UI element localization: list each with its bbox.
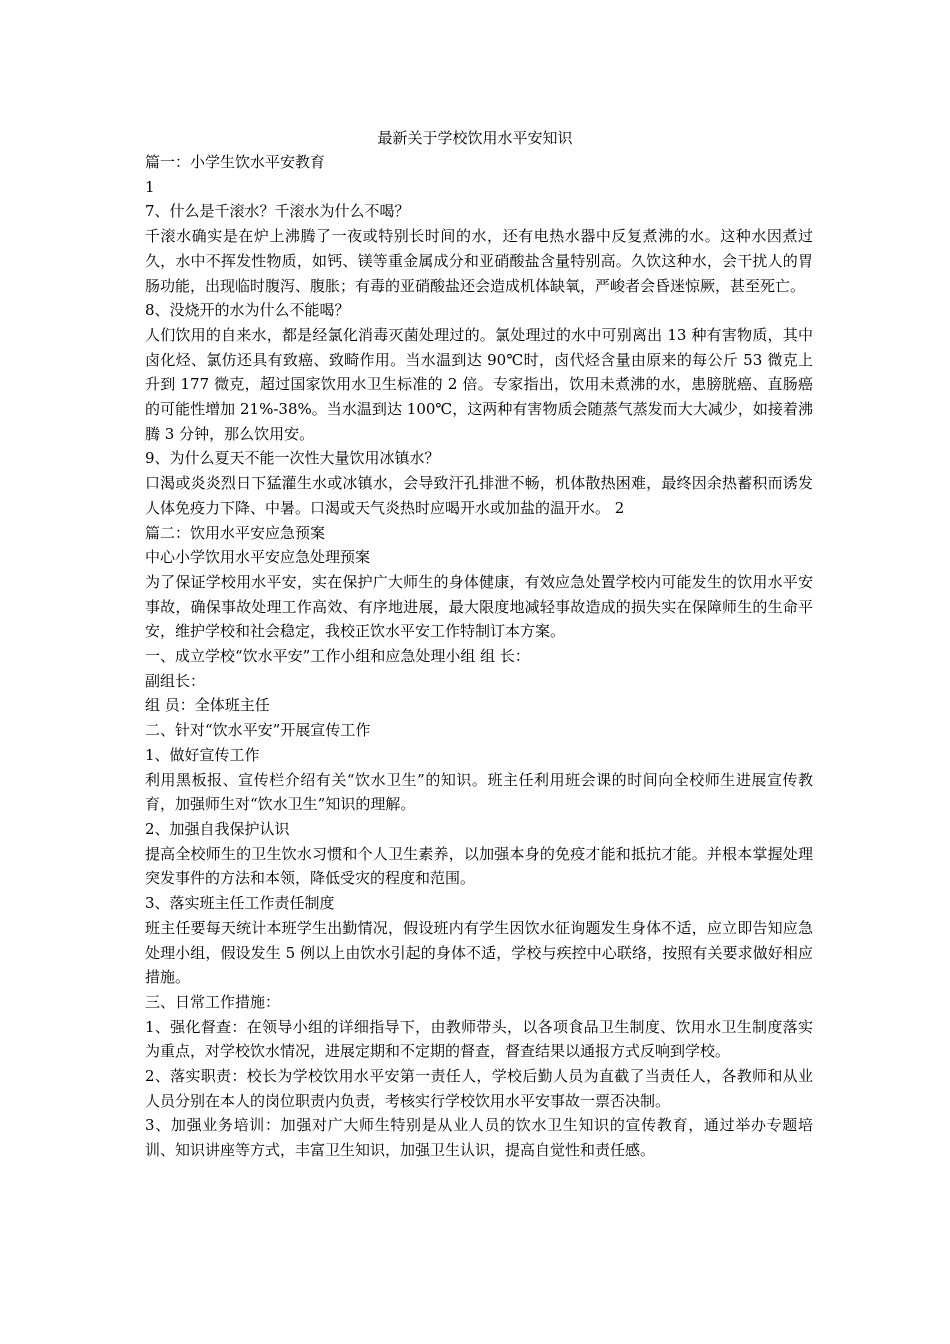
plan-paragraph-supervision: 1、强化督查：在领导小组的详细指导下，由教师带头，以各项食品卫生制度、饮用水卫生制度落实为重点，对学校饮水情况，进展定期和不定期的督查，督查结果以通报方式反响到学校。: [145, 1017, 813, 1061]
plan-line-vice-leader: 副组长：: [145, 671, 206, 690]
answer-paragraph-9: 口渴或炎炎烈日下猛灌生水或冰镇水，会导致汗孔排泄不畅，机体散热困难，最终因余热蓄积而诱发人体免疫力下降、中暑。口渴或天气炎热时应喝开水或加盐的温开水。 2: [145, 474, 813, 517]
document-body: [145, 150, 813, 1163]
plan-paragraph-responsibility: 班主任要每天统计本班学生出勤情况，假设班内有学生因饮水征询题发生身体不适，应立即告知应急处理小组，假设发生 5 例以上由饮水引起的身体不适，学校与疾控中心联络，按照有关要求做好相应措施。: [145, 918, 813, 987]
plan-line-members: 组 员：全体班主任: [145, 696, 270, 715]
plan-paragraph-self-protection: 提高全校师生的卫生饮水习惯和个人卫生素养，以加强本身的免疫才能和抵抗才能。并根本掌握处理突发事件的方法和本领，降低受灾的程度和范围。: [145, 844, 813, 888]
plan-item-heading-3: 三、日常工作措施：: [145, 992, 281, 1011]
question-heading-8: 8、没烧开的水为什么不能喝？: [145, 301, 350, 320]
answer-paragraph-8: 人们饮用的自来水，都是经氯化消毒灭菌处理过的。氯处理过的水中可别离出 13 种有害物质，其中卤化烃、氯仿还具有致癌、致畸作用。当水温到达 90℃时，卤代烃含量由原来的每公斤 53 微克上升到 177 微克，超过国家饮用水卫生标准的 2 倍。专家指出，饮用未煮沸的水，患膀胱癌、直肠癌的可能性增加 21%-38%。当水温到达 100℃，这两种有害物质会随蒸气蒸发而大大减少，如接着沸腾 3 分钟，那么饮用安。: [145, 325, 813, 443]
plan-item-heading-1: 一、成立学校“饮水平安”工作小组和应急处理小组 组 长：: [145, 647, 530, 666]
question-heading-7: 7、什么是千滚水？千滚水为什么不喝？: [145, 202, 410, 221]
section-heading-2: 篇二：饮用水平安应急预案: [145, 523, 326, 542]
page-number: 1: [145, 177, 155, 196]
plan-item-heading-2: 二、针对“饮水平安”开展宣传工作: [145, 721, 371, 740]
plan-subheading-2: 2、加强自我保护认识: [145, 819, 290, 838]
question-heading-9: 9、为什么夏天不能一次性大量饮用冰镇水？: [145, 449, 440, 468]
plan-title: 中心小学饮用水平安应急处理预案: [145, 548, 371, 567]
plan-paragraph-publicity: 利用黑板报、宣传栏介绍有关“饮水卫生”的知识。班主任利用班会课的时间向全校师生进展宣传教育，加强师生对“饮水卫生”知识的理解。: [145, 770, 813, 814]
plan-intro-paragraph: 为了保证学校用水平安，实在保护广大师生的身体健康，有效应急处置学校内可能发生的饮用水平安事故，确保事故处理工作高效、有序地进展，最大限度地减轻事故造成的损失实在保障师生的生命平安，维护学校和社会稳定，我校正饮水平安工作特制订本方案。: [145, 572, 813, 641]
answer-paragraph-7: 千滚水确实是在炉上沸腾了一夜或特别长时间的水，还有电热水器中反复煮沸的水。这种水因煮过久，水中不挥发性物质，如钙、镁等重金属成分和亚硝酸盐含量特别高。久饮这种水，会干扰人的胃肠功能，出现临时腹泻、腹胀；有毒的亚硝酸盐还会造成机体缺氧，严峻者会昏迷惊厥，甚至死亡。: [145, 227, 813, 295]
plan-paragraph-duties: 2、落实职责：校长为学校饮用水平安第一责任人，学校后勤人员为直截了当责任人，各教师和从业人员分别在本人的岗位职责内负责，考核实行学校饮用水平安事故一票否决制。: [145, 1067, 813, 1110]
plan-paragraph-training: 3、加强业务培训：加强对广大师生特别是从业人员的饮水卫生知识的宣传教育，通过举办专题培训、知识讲座等方式，丰富卫生知识，加强卫生认识，提高自觉性和责任感。: [145, 1116, 813, 1160]
section-heading-1: 篇一：小学生饮水平安教育: [145, 153, 326, 171]
document-title: 最新关于学校饮用水平安知识: [377, 129, 573, 147]
plan-subheading-3: 3、落实班主任工作责任制度: [145, 894, 335, 913]
plan-subheading-1: 1、做好宣传工作: [145, 745, 260, 764]
